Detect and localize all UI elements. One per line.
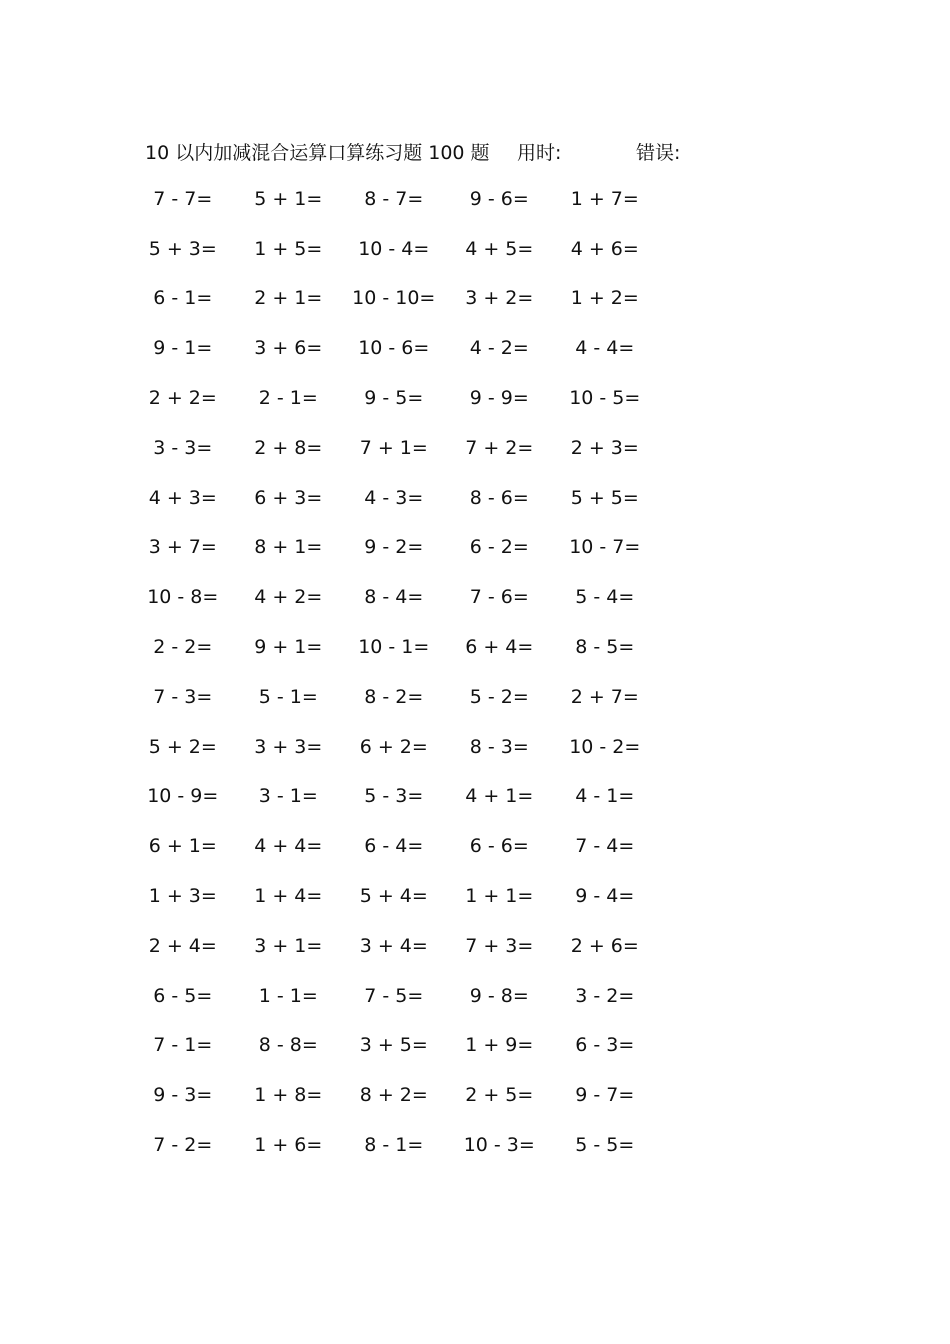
problem-row (130, 722, 690, 772)
problem-cell: 9 - 9= (469, 387, 529, 410)
problem-cell: 3 + 1= (254, 934, 323, 957)
problem-cell: 9 - 5= (364, 387, 424, 410)
problem-cell: 7 + 1= (359, 436, 428, 459)
problem-row (130, 572, 690, 622)
problem-cell: 8 + 1= (254, 536, 323, 559)
problem-cell: 6 - 1= (153, 287, 213, 310)
problem-cell: 3 + 2= (465, 287, 534, 310)
problem-cell: 9 - 1= (153, 337, 213, 360)
problem-cell: 8 - 7= (364, 187, 424, 210)
problem-cell: 5 - 1= (258, 685, 318, 708)
problem-cell: 8 - 4= (364, 586, 424, 609)
problem-cell: 1 + 7= (570, 187, 639, 210)
problem-cell: 5 - 4= (575, 586, 635, 609)
problem-row (130, 174, 690, 224)
problem-cell: 7 - 4= (575, 835, 635, 858)
problem-cell: 7 - 7= (153, 187, 213, 210)
problem-cell: 5 + 2= (148, 735, 217, 758)
problem-cell: 10 - 3= (463, 1134, 535, 1157)
problem-row (130, 772, 690, 822)
problem-cell: 3 + 3= (254, 735, 323, 758)
problem-cell: 9 - 2= (364, 536, 424, 559)
problem-cell: 4 - 1= (575, 785, 635, 808)
problem-cell: 3 + 6= (254, 337, 323, 360)
problem-cell: 8 - 6= (469, 486, 529, 509)
problem-cell: 3 + 5= (359, 1034, 428, 1057)
problem-cell: 2 + 1= (254, 287, 323, 310)
problem-cell: 2 - 2= (153, 636, 213, 659)
problem-cell: 7 - 6= (469, 586, 529, 609)
problem-cell: 10 - 6= (358, 337, 430, 360)
problem-row (130, 821, 690, 871)
problem-cell: 7 - 5= (364, 984, 424, 1007)
problem-cell: 6 - 2= (469, 536, 529, 559)
problem-row (130, 622, 690, 672)
problem-row (130, 871, 690, 921)
problem-cell: 3 - 1= (258, 785, 318, 808)
problem-cell: 5 + 3= (148, 237, 217, 260)
problem-cell: 2 - 1= (258, 387, 318, 410)
problem-cell: 4 + 2= (254, 586, 323, 609)
problem-cell: 7 + 3= (465, 934, 534, 957)
problem-cell: 8 + 2= (359, 1084, 428, 1107)
problem-cell: 9 - 7= (575, 1084, 635, 1107)
problem-cell: 10 - 9= (147, 785, 219, 808)
problem-row (130, 473, 690, 523)
problem-cell: 4 - 3= (364, 486, 424, 509)
problem-cell: 6 + 2= (359, 735, 428, 758)
problem-cell: 8 - 8= (258, 1034, 318, 1057)
problem-cell: 4 + 4= (254, 835, 323, 858)
problem-cell: 8 - 1= (364, 1134, 424, 1157)
problem-cell: 4 + 5= (465, 237, 534, 260)
problem-cell: 4 + 3= (148, 486, 217, 509)
problem-cell: 10 - 7= (569, 536, 641, 559)
problem-row (130, 971, 690, 1021)
problem-cell: 10 - 1= (358, 636, 430, 659)
time-label: 用时: (517, 142, 562, 164)
problem-row (130, 373, 690, 423)
problem-cell: 7 - 1= (153, 1034, 213, 1057)
problem-cell: 6 + 4= (465, 636, 534, 659)
problem-cell: 1 + 5= (254, 237, 323, 260)
problem-cell: 2 + 7= (570, 685, 639, 708)
problem-cell: 2 + 5= (465, 1084, 534, 1107)
problem-cell: 5 - 3= (364, 785, 424, 808)
problem-cell: 10 - 2= (569, 735, 641, 758)
problem-cell: 1 + 4= (254, 885, 323, 908)
problem-cell: 4 - 2= (469, 337, 529, 360)
problem-row (130, 523, 690, 573)
problem-cell: 1 + 6= (254, 1134, 323, 1157)
problem-cell: 10 - 10= (352, 287, 436, 310)
problem-cell: 6 + 3= (254, 486, 323, 509)
problem-cell: 6 - 5= (153, 984, 213, 1007)
problem-cell: 3 - 3= (153, 436, 213, 459)
problem-cell: 1 + 2= (570, 287, 639, 310)
problem-row (130, 672, 690, 722)
problem-grid (130, 174, 690, 1170)
problem-cell: 2 + 8= (254, 436, 323, 459)
worksheet-title: 10 以内加减混合运算口算练习题 100 题 (145, 142, 490, 164)
problem-cell: 1 + 8= (254, 1084, 323, 1107)
problem-cell: 8 - 3= (469, 735, 529, 758)
problem-cell: 1 - 1= (258, 984, 318, 1007)
problem-cell: 2 + 3= (570, 436, 639, 459)
problem-row (130, 224, 690, 274)
problem-cell: 5 - 5= (575, 1134, 635, 1157)
problem-row (130, 423, 690, 473)
problem-cell: 4 - 4= (575, 337, 635, 360)
problem-cell: 9 - 4= (575, 885, 635, 908)
problem-cell: 10 - 5= (569, 387, 641, 410)
problem-cell: 1 + 9= (465, 1034, 534, 1057)
problem-cell: 9 - 3= (153, 1084, 213, 1107)
errors-label: 错误: (636, 142, 681, 164)
problem-cell: 7 - 2= (153, 1134, 213, 1157)
problem-cell: 2 + 4= (148, 934, 217, 957)
problem-row (130, 1070, 690, 1120)
problem-cell: 6 - 3= (575, 1034, 635, 1057)
problem-cell: 4 + 6= (570, 237, 639, 260)
problem-cell: 2 + 2= (148, 387, 217, 410)
problem-cell: 6 - 6= (469, 835, 529, 858)
problem-cell: 5 - 2= (469, 685, 529, 708)
problem-cell: 1 + 3= (148, 885, 217, 908)
problem-row (130, 921, 690, 971)
problem-cell: 7 - 3= (153, 685, 213, 708)
problem-cell: 2 + 6= (570, 934, 639, 957)
problem-cell: 9 + 1= (254, 636, 323, 659)
problem-cell: 8 - 2= (364, 685, 424, 708)
problem-cell: 10 - 8= (147, 586, 219, 609)
problem-cell: 1 + 1= (465, 885, 534, 908)
problem-cell: 5 + 1= (254, 187, 323, 210)
problem-cell: 5 + 4= (359, 885, 428, 908)
problem-cell: 9 - 8= (469, 984, 529, 1007)
problem-cell: 9 - 6= (469, 187, 529, 210)
problem-row (130, 274, 690, 324)
problem-cell: 7 + 2= (465, 436, 534, 459)
problem-row (130, 1120, 690, 1170)
problem-cell: 3 + 7= (148, 536, 217, 559)
problem-cell: 6 + 1= (148, 835, 217, 858)
problem-cell: 5 + 5= (570, 486, 639, 509)
problem-cell: 3 - 2= (575, 984, 635, 1007)
problem-row (130, 1021, 690, 1071)
problem-cell: 6 - 4= (364, 835, 424, 858)
problem-cell: 4 + 1= (465, 785, 534, 808)
problem-cell: 8 - 5= (575, 636, 635, 659)
problem-row (130, 323, 690, 373)
problem-cell: 3 + 4= (359, 934, 428, 957)
problem-cell: 10 - 4= (358, 237, 430, 260)
